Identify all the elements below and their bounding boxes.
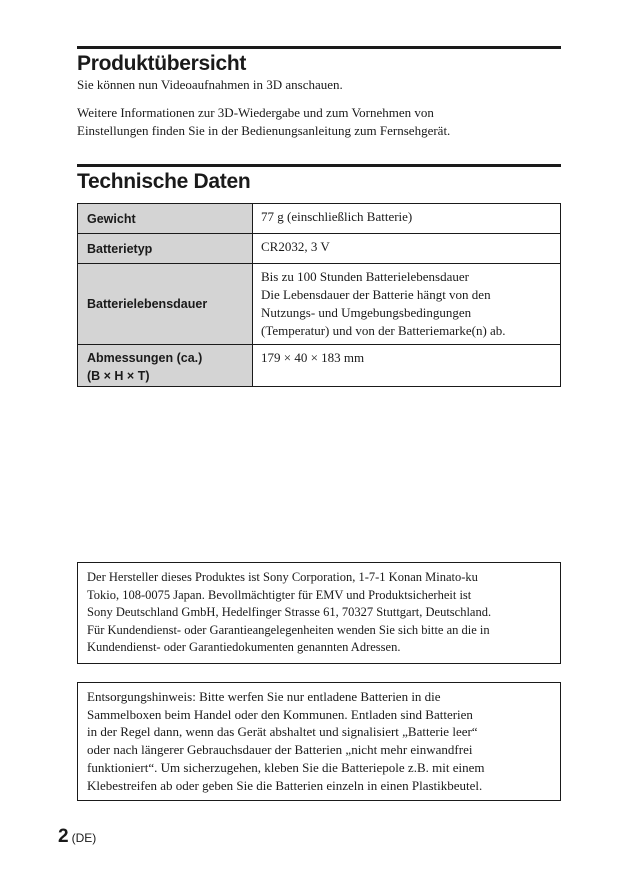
specs-row-dimensions [78,345,561,387]
overview-paragraph-2 [77,104,561,140]
manufacturer-notice-box [77,562,561,664]
manufacturer-line-4: Für Kundendienst- oder Garantieangelegenheiten wenden Sie sich bitte an die in [87,622,490,637]
specs-value-dimensions: 179 × 40 × 183 mm [253,345,561,387]
overview-heading: Produktübersicht [77,52,247,75]
specs-value-battery-type: CR2032, 3 V [253,234,561,264]
disposal-line-5: funktioniert“. Um sicherzugehen, kleben Sie die Batteriepole z.B. mit einem [87,759,485,775]
overview-paragraph-2-line-1: Weitere Informationen zur 3D-Wiedergabe und zum Vornehmen von [77,105,434,120]
manufacturer-line-3: Sony Deutschland GmbH, Hedelfinger Strasse 61, 70327 Stuttgart, Deutschland. [87,605,492,619]
section-rule-specs [77,164,561,167]
section-rule-overview [77,46,561,49]
specs-heading: Technische Daten [77,170,251,193]
page-language: (DE) [71,831,97,845]
page-footer [58,826,96,848]
manufacturer-line-2: Tokio, 108-0075 Japan. Bevollmächtigter für EMV und Produktsicherheit ist [87,587,472,602]
overview-paragraph-1: Sie können nun Videoaufnahmen in 3D anschauen. [77,77,343,92]
manufacturer-line-1: Der Hersteller dieses Produktes ist Sony Corporation, 1-7-1 Konan Minato-ku [87,570,478,584]
battery-life-line-2: Die Lebensdauer der Batterie hängt von den [261,287,491,302]
page-number: 2 [58,826,69,847]
disposal-line-4: oder nach längerer Gebrauchsdauer der Batterien „nicht mehr einwandfrei [87,742,473,758]
manufacturer-line-5: Kundendienst- oder Garantiedokumenten genannten Adressen. [87,640,401,654]
specs-value-weight: 77 g (einschließlich Batterie) [253,204,561,234]
overview-paragraph-2-line-2: Einstellungen finden Sie in der Bedienungsanleitung zum Fernsehgerät. [77,123,451,138]
disposal-notice-box [77,682,561,801]
battery-life-line-1: Bis zu 100 Stunden Batterielebensdauer [261,269,469,284]
specs-value-battery-life [253,264,561,345]
specs-label-battery-type: Batterietyp [78,234,253,264]
specs-label-weight: Gewicht [78,204,253,234]
specs-row-battery-type [78,234,561,264]
specs-table [77,203,561,387]
specs-row-weight [78,204,561,234]
disposal-notice-text [78,683,560,800]
battery-life-line-4: (Temperatur) und von der Batteriemarke(n) ab. [261,323,506,338]
specs-label-dimensions [78,345,253,387]
dimensions-label-line-1: Abmessungen (ca.) [87,351,203,365]
specs-label-battery-life: Batterielebensdauer [78,264,253,345]
disposal-line-3: in der Regel dann, wenn das Gerät abshaltet und signalisiert „Batterie leer“ [87,724,478,740]
disposal-line-2: Sammelboxen beim Handel oder den Kommunen. Entladen sind Batterien [87,706,473,722]
disposal-line-1: Entsorgungshinweis: Bitte werfen Sie nur entladene Batterien in die [87,689,441,704]
manufacturer-notice-text [78,563,560,663]
disposal-line-6: Klebestreifen ab oder geben Sie die Batterien einzeln in einen Plastikbeutel. [87,777,483,793]
dimensions-label-line-2: (B × H × T) [87,369,150,383]
battery-life-line-3: Nutzungs- und Umgebungsbedingungen [261,305,472,320]
specs-row-battery-life [78,264,561,345]
